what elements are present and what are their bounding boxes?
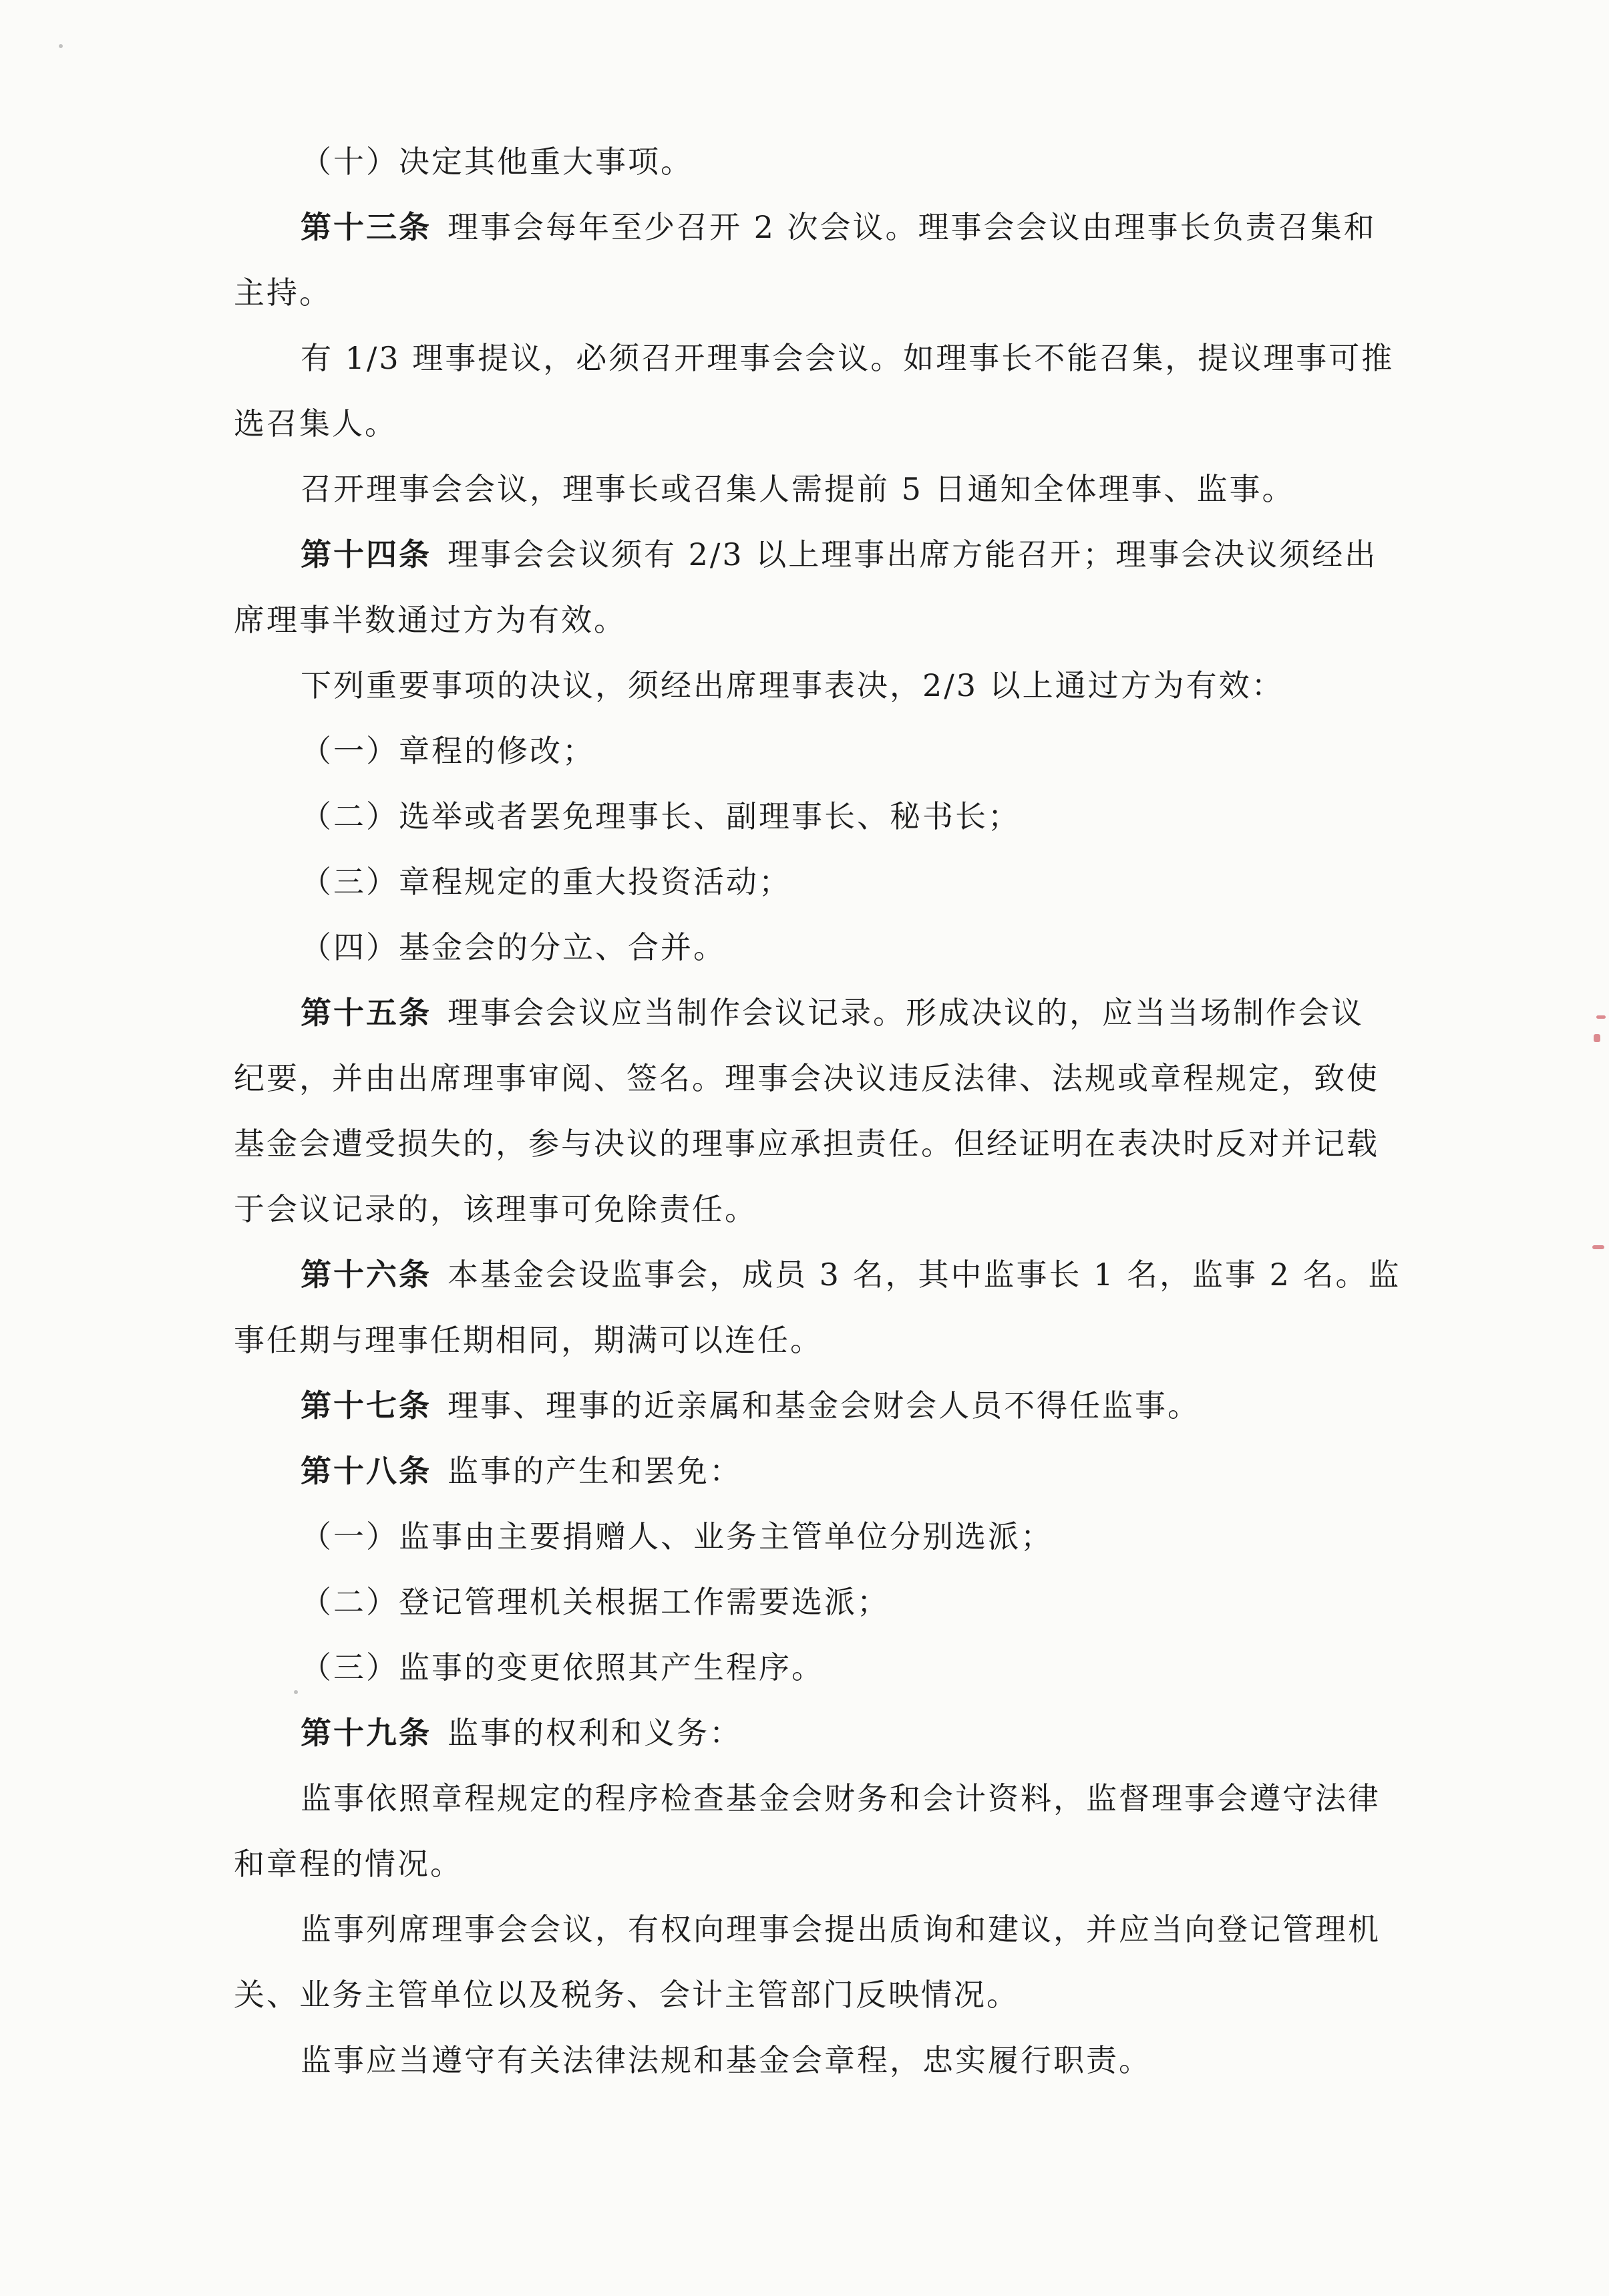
paragraph-text: 监事的权利和义务： [448,1715,742,1751]
stamp-edge-mark [1594,1034,1600,1042]
text-line [301,1255,1401,1295]
article-number: 第十四条 [301,536,431,572]
text-line [301,142,693,182]
paragraph-text: （三）监事的变更依照其产生程序。 [301,1649,824,1685]
text-line [301,796,1021,836]
text-line [234,1320,823,1360]
paragraph-text: 和章程的情况。 [234,1846,463,1882]
paragraph-text: 监事的产生和罢免： [448,1453,742,1489]
scan-speck [294,1690,298,1694]
paragraph-text: 召开理事会会议，理事长或召集人需提前 5 日通知全体理事、监事。 [301,471,1295,507]
paragraph-text: 事任期与理事任期相同，期满可以连任。 [234,1322,823,1358]
text-line [301,1451,742,1491]
paragraph-text: （二）登记管理机关根据工作需要选派； [301,1584,890,1620]
text-line [234,600,627,640]
text-line [301,665,1284,705]
paragraph-text: 席理事半数通过方为有效。 [234,602,627,638]
paragraph-text: 监事依照章程规定的程序检查基金会财务和会计资料，监督理事会遵守法律 [301,1780,1381,1816]
text-line [301,927,726,967]
paragraph-text: 纪要，并由出席理事审阅、签名。理事会决议违反法律、法规或章程规定，致使 [234,1060,1379,1096]
text-line [301,1516,1053,1556]
text-line [301,1385,1200,1426]
text-line [234,1844,463,1884]
article-number: 第十五条 [301,995,431,1031]
paragraph-text: 选召集人。 [234,405,397,442]
article-number: 第十七条 [301,1387,431,1424]
paragraph-text: 基金会遭受损失的，参与决议的理事应承担责任。但经证明在表决时反对并记载 [234,1126,1379,1162]
text-line [234,1189,757,1229]
text-line [301,1582,890,1622]
paragraph-text: （三）章程规定的重大投资活动； [301,864,791,900]
text-line [234,403,397,444]
stamp-edge-mark [1592,1245,1604,1249]
scan-speck [59,44,63,48]
text-line [301,862,791,902]
article-number: 第十八条 [301,1453,431,1489]
text-line [301,731,595,771]
article-number: 第十三条 [301,209,431,245]
paragraph-text: 监事列席理事会会议，有权向理事会提出质询和建议，并应当向登记管理机 [301,1911,1381,1947]
text-line [301,1713,742,1753]
article-number: 第十九条 [301,1715,431,1751]
paragraph-text: （二）选举或者罢免理事长、副理事长、秘书长； [301,798,1021,834]
paragraph-text: （一）监事由主要捐赠人、业务主管单位分别选派； [301,1518,1053,1554]
text-line [234,1124,1379,1164]
paragraph-text: （一）章程的修改； [301,733,595,769]
text-line [234,1975,1019,2015]
text-line [234,1058,1379,1098]
text-line [301,1647,824,1687]
paragraph-text: 理事会会议应当制作会议记录。形成决议的，应当当场制作会议 [448,995,1364,1031]
text-line [234,273,332,313]
paragraph-text: 于会议记录的，该理事可免除责任。 [234,1191,757,1227]
text-line [301,1778,1381,1818]
paragraph-text: 理事会会议须有 2/3 以上理事出席方能召开；理事会决议须经出 [448,536,1378,572]
text-line [301,993,1364,1033]
text-line [301,469,1295,509]
paragraph-text: 关、业务主管单位以及税务、会计主管部门反映情况。 [234,1977,1019,2013]
paragraph-text: 监事应当遵守有关法律法规和基金会章程，忠实履行职责。 [301,2042,1151,2078]
paragraph-text: （十）决定其他重大事项。 [301,144,693,180]
text-line [301,1909,1381,1949]
text-line [301,534,1377,575]
paragraph-text: 理事、理事的近亲属和基金会财会人员不得任监事。 [448,1387,1200,1424]
paragraph-text: （四）基金会的分立、合并。 [301,929,726,965]
stamp-edge-mark [1596,1015,1606,1019]
text-line [301,2040,1151,2080]
text-line [301,338,1394,378]
paragraph-text: 主持。 [234,275,332,311]
text-line [301,207,1377,247]
paragraph-text: 本基金会设监事会，成员 3 名，其中监事长 1 名，监事 2 名。监 [448,1257,1401,1293]
article-number: 第十六条 [301,1257,431,1293]
paragraph-text: 有 1/3 理事提议，必须召开理事会会议。如理事长不能召集，提议理事可推 [301,340,1395,376]
paragraph-text: 下列重要事项的决议，须经出席理事表决，2/3 以上通过方为有效： [301,667,1284,703]
paragraph-text: 理事会每年至少召开 2 次会议。理事会会议由理事长负责召集和 [448,209,1377,245]
